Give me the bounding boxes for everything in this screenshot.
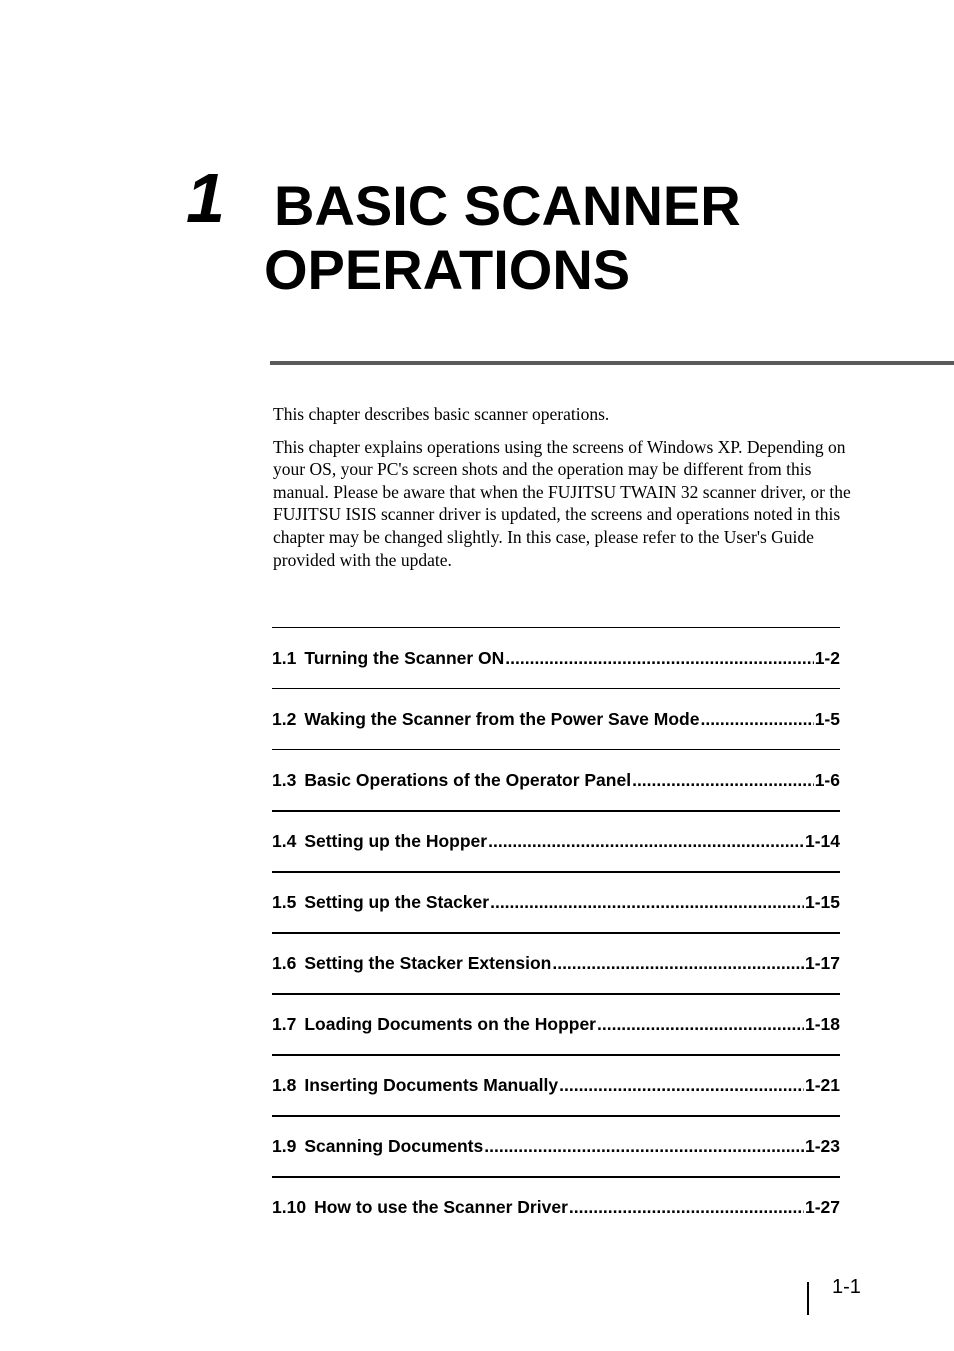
toc-leader (569, 1197, 804, 1218)
intro-paragraph: This chapter explains operations using the screens of Windows XP. Depending on your OS, your PC's screen shots and the operation may be different from this manual. Please be aware that when the FUJITSU TWAIN 32 scanner driver, or the FUJITSU ISIS scanner driver is updated, the screens and operations noted in this chapter may be changed slightly. In this case, please refer to the User's Guide provided with the update. (273, 436, 851, 570)
toc-title: Setting up the Hopper (304, 831, 488, 851)
toc-number: 1.2 (272, 708, 297, 729)
toc-entry[interactable] (272, 688, 840, 749)
toc-title: Setting up the Stacker (304, 892, 490, 912)
toc-entry[interactable] (272, 627, 840, 688)
toc-number: 1.5 (272, 892, 297, 912)
toc-page: 1-18 (804, 1014, 840, 1034)
toc-page: 1-2 (814, 647, 840, 668)
toc-page: 1-27 (804, 1197, 840, 1217)
toc-number: 1.10 (272, 1197, 307, 1217)
toc-leader (700, 709, 813, 730)
toc-leader (597, 1014, 804, 1035)
toc-leader (490, 892, 804, 913)
page-marker (807, 1282, 809, 1315)
toc-entry[interactable] (272, 810, 840, 871)
toc-page: 1-5 (814, 708, 840, 729)
toc-entry[interactable] (272, 1054, 840, 1115)
chapter-number: 1 (186, 159, 225, 237)
toc-entry[interactable] (272, 1176, 840, 1237)
toc-page: 1-14 (804, 831, 840, 851)
chapter-title (264, 174, 904, 302)
title-divider (270, 361, 954, 365)
toc-entry[interactable] (272, 932, 840, 993)
toc-page: 1-17 (804, 953, 840, 973)
toc-number: 1.3 (272, 769, 297, 790)
toc-entry[interactable] (272, 749, 840, 810)
toc-number: 1.9 (272, 1136, 297, 1156)
toc-number: 1.6 (272, 953, 297, 973)
intro-text (273, 403, 865, 581)
toc-entry[interactable] (272, 871, 840, 932)
toc-title: Basic Operations of the Operator Panel (304, 769, 632, 790)
toc-title: Waking the Scanner from the Power Save Mode (304, 708, 700, 729)
toc-page: 1-6 (814, 769, 840, 790)
toc-entry[interactable] (272, 1115, 840, 1176)
toc-title: Loading Documents on the Hopper (304, 1014, 596, 1034)
toc-leader (488, 831, 804, 852)
toc-page: 1-23 (804, 1136, 840, 1156)
toc-title: Scanning Documents (304, 1136, 484, 1156)
toc-title: Turning the Scanner ON (304, 647, 505, 668)
chapter-title-line2: OPERATIONS (264, 238, 631, 301)
toc-leader (559, 1075, 804, 1096)
intro-paragraph: This chapter describes basic scanner operations. (273, 404, 610, 424)
toc-number: 1.8 (272, 1075, 297, 1095)
toc-number: 1.1 (272, 647, 297, 668)
toc-page: 1-21 (804, 1075, 840, 1095)
toc-title: Inserting Documents Manually (304, 1075, 559, 1095)
page-number: 1-1 (832, 1276, 861, 1298)
toc-leader (552, 953, 804, 974)
toc-leader (505, 648, 813, 669)
table-of-contents (272, 627, 863, 1237)
chapter-title-line1: BASIC SCANNER (274, 174, 741, 237)
toc-title: How to use the Scanner Driver (314, 1197, 568, 1217)
toc-number: 1.4 (272, 831, 297, 851)
toc-page: 1-15 (804, 892, 840, 912)
toc-number: 1.7 (272, 1014, 297, 1034)
toc-title: Setting the Stacker Extension (304, 953, 552, 973)
toc-leader (484, 1136, 804, 1157)
toc-entry[interactable] (272, 993, 840, 1054)
toc-leader (632, 770, 814, 791)
